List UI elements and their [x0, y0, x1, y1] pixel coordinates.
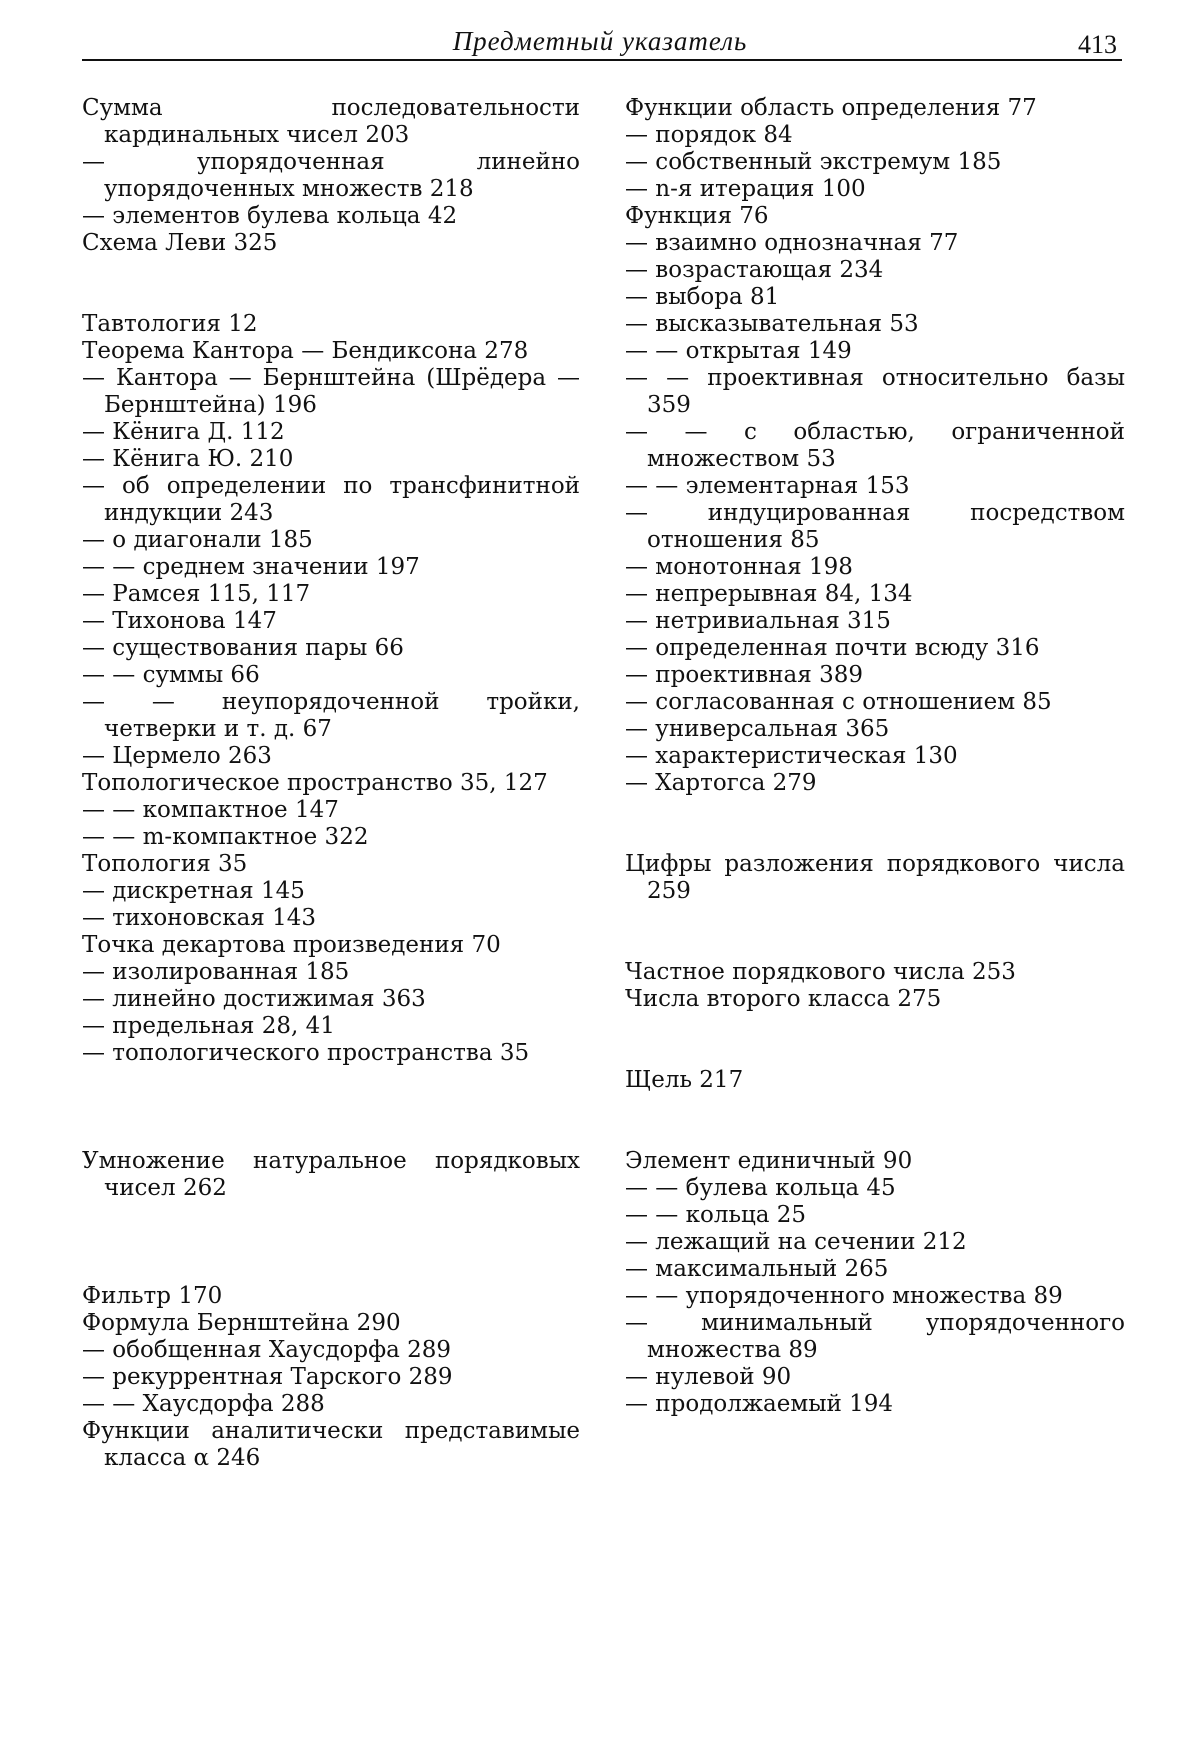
index-entry: — характеристическая 130 [625, 743, 1125, 770]
index-entry: Топологическое пространство 35, 127 [82, 770, 580, 797]
index-entry: — n-я итерация 100 [625, 176, 1125, 203]
index-entry: Функция 76 [625, 203, 1125, 230]
index-entry: — — с областью, ограниченной множеством 53 [625, 419, 1125, 473]
running-title: Предметный указатель [0, 26, 1200, 57]
index-entry: — выбора 81 [625, 284, 1125, 311]
index-entry: — индуцированная посредством отношения 85 [625, 500, 1125, 554]
index-entry: — проективная 389 [625, 662, 1125, 689]
index-entry: — максимальный 265 [625, 1256, 1125, 1283]
index-entry: — Кёнига Д. 112 [82, 419, 580, 446]
index-entry: — нулевой 90 [625, 1364, 1125, 1391]
index-entry: — Рамсея 115, 117 [82, 581, 580, 608]
index-entry: — — компактное 147 [82, 797, 580, 824]
index-entry: — тихоновская 143 [82, 905, 580, 932]
index-entry: — лежащий на сечении 212 [625, 1229, 1125, 1256]
index-entry: — минимальный упорядоченного множества 89 [625, 1310, 1125, 1364]
index-entry: — — среднем значении 197 [82, 554, 580, 581]
index-entry: — — упорядоченного множества 89 [625, 1283, 1125, 1310]
index-entry: Точка декартова произведения 70 [82, 932, 580, 959]
page-number: 413 [1078, 30, 1117, 60]
index-entry: Теорема Кантора — Бендиксона 278 [82, 338, 580, 365]
index-entry: — рекуррентная Тарского 289 [82, 1364, 580, 1391]
index-entry: — — открытая 149 [625, 338, 1125, 365]
index-entry: — существования пары 66 [82, 635, 580, 662]
index-entry: — непрерывная 84, 134 [625, 581, 1125, 608]
index-entry: Функции область определения 77 [625, 95, 1125, 122]
index-entry: Щель 217 [625, 1067, 1125, 1094]
index-entry: — обобщенная Хаусдорфа 289 [82, 1337, 580, 1364]
index-entry: Функции аналитически представимые класса α 246 [82, 1418, 580, 1472]
index-entry: Формула Бернштейна 290 [82, 1310, 580, 1337]
index-entry: — — неупорядоченной тройки, четверки и т. д. 67 [82, 689, 580, 743]
index-entry: Сумма последовательности кардинальных чисел 203 [82, 95, 580, 149]
index-entry: Элемент единичный 90 [625, 1148, 1125, 1175]
index-entry: — топологического пространства 35 [82, 1040, 580, 1067]
index-entry: Частное порядкового числа 253 [625, 959, 1125, 986]
index-entry: — взаимно однозначная 77 [625, 230, 1125, 257]
index-entry: Фильтр 170 [82, 1283, 580, 1310]
index-entry: — определенная почти всюду 316 [625, 635, 1125, 662]
index-entry: Числа второго класса 275 [625, 986, 1125, 1013]
index-entry: — дискретная 145 [82, 878, 580, 905]
index-entry: — возрастающая 234 [625, 257, 1125, 284]
index-entry: Схема Леви 325 [82, 230, 580, 257]
index-entry: — — элементарная 153 [625, 473, 1125, 500]
index-entry: — монотонная 198 [625, 554, 1125, 581]
index-entry: — — булева кольца 45 [625, 1175, 1125, 1202]
index-entry: — — кольца 25 [625, 1202, 1125, 1229]
index-entry: — Кантора — Бернштейна (Шрёдера — Бернштейна) 196 [82, 365, 580, 419]
index-entry: — упорядоченная линейно упорядоченных множеств 218 [82, 149, 580, 203]
index-entry: — нетривиальная 315 [625, 608, 1125, 635]
index-entry: — собственный экстремум 185 [625, 149, 1125, 176]
index-entry: — высказывательная 53 [625, 311, 1125, 338]
index-entry: — линейно достижимая 363 [82, 986, 580, 1013]
index-entry: — Хартогса 279 [625, 770, 1125, 797]
index-entry: Умножение натуральное порядковых чисел 262 [82, 1148, 580, 1202]
index-entry: — изолированная 185 [82, 959, 580, 986]
index-entry: — Кёнига Ю. 210 [82, 446, 580, 473]
index-entry: — — суммы 66 [82, 662, 580, 689]
index-entry: — о диагонали 185 [82, 527, 580, 554]
index-entry: — порядок 84 [625, 122, 1125, 149]
index-entry: — продолжаемый 194 [625, 1391, 1125, 1418]
index-entry: — Тихонова 147 [82, 608, 580, 635]
index-entry: — об определении по трансфинитной индукции 243 [82, 473, 580, 527]
index-entry: Тавтология 12 [82, 311, 580, 338]
header-rule [82, 59, 1122, 61]
index-entry: — — проективная относительно базы 359 [625, 365, 1125, 419]
index-entry: — предельная 28, 41 [82, 1013, 580, 1040]
index-entry: — — Хаусдорфа 288 [82, 1391, 580, 1418]
index-entry: — универсальная 365 [625, 716, 1125, 743]
index-page [0, 0, 1200, 1764]
index-entry: — согласованная с отношением 85 [625, 689, 1125, 716]
index-entry: Топология 35 [82, 851, 580, 878]
index-entry: — — m-компактное 322 [82, 824, 580, 851]
index-column-left [82, 95, 580, 1472]
index-entry: Цифры разложения порядкового числа 259 [625, 851, 1125, 905]
index-column-right [625, 95, 1125, 1418]
index-entry: — Цермело 263 [82, 743, 580, 770]
index-entry: — элементов булева кольца 42 [82, 203, 580, 230]
